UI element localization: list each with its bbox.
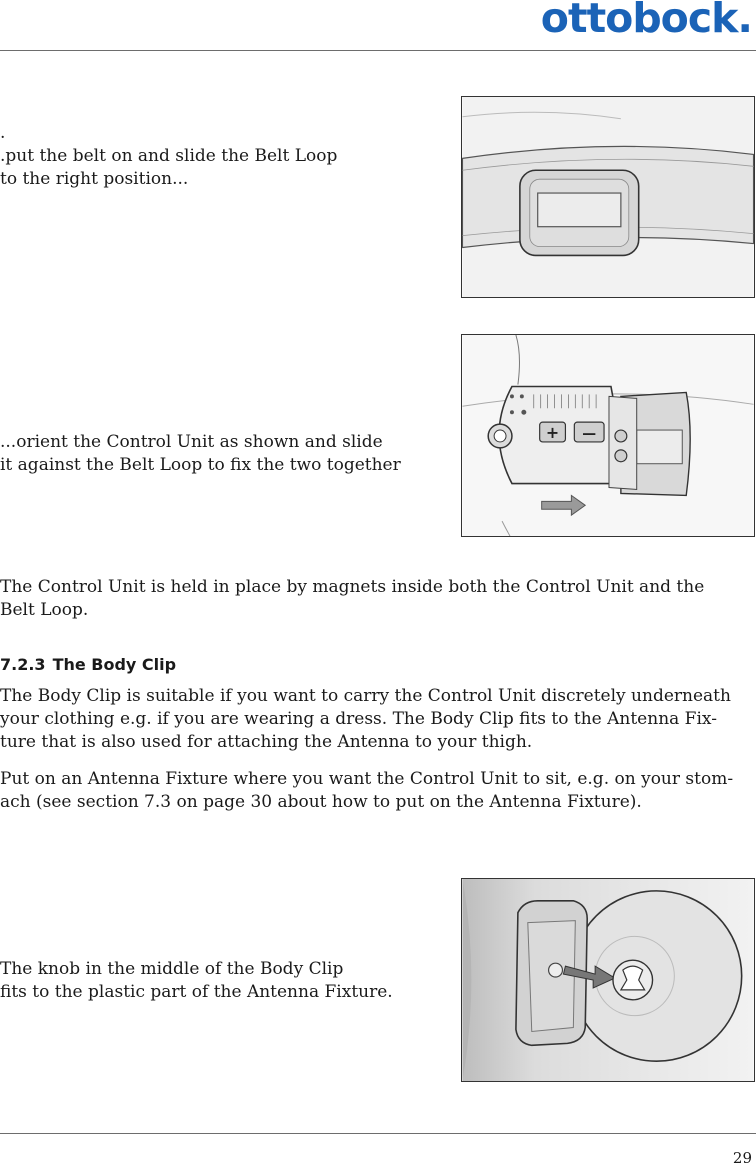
belt-loop-figure bbox=[461, 96, 755, 298]
control-unit-figure bbox=[461, 334, 755, 537]
body-clip-figure bbox=[461, 878, 755, 1082]
belt-loop-icon bbox=[462, 97, 754, 297]
body-clip-line: your clothing e.g. if you are wearing a dress. The Body Clip fits to the Antenna Fix- bbox=[0, 709, 717, 729]
antenna-paragraph bbox=[0, 768, 733, 814]
body-clip-line: ture that is also used for attaching the Antenna to your thigh. bbox=[0, 732, 533, 752]
body-clip-icon bbox=[462, 879, 754, 1081]
ottobock-logo: ottobock. bbox=[540, 0, 752, 42]
step-1-text bbox=[0, 122, 337, 191]
section-title: The Body Clip bbox=[52, 655, 177, 674]
minus-label: — bbox=[582, 425, 597, 442]
body-clip-line: The Body Clip is suitable if you want to carry the Control Unit discretely underneath bbox=[0, 686, 731, 706]
magnets-line: Belt Loop. bbox=[0, 600, 89, 620]
step-1-line: . bbox=[0, 123, 6, 143]
knob-paragraph bbox=[0, 958, 393, 1004]
step-2-line: ...orient the Control Unit as shown and slide bbox=[0, 432, 383, 452]
antenna-line: ach (see section 7.3 on page 30 about how to put on the Antenna Fixture). bbox=[0, 792, 642, 812]
footer-rule bbox=[0, 1133, 756, 1134]
body-clip-paragraph bbox=[0, 685, 731, 754]
section-number: 7.2.3 bbox=[0, 655, 46, 674]
page-number: 29 bbox=[732, 1149, 752, 1167]
magnets-line: The Control Unit is held in place by magnets inside both the Control Unit and the bbox=[0, 577, 705, 597]
step-2-line: it against the Belt Loop to fix the two together bbox=[0, 455, 401, 475]
step-1-line: to the right position... bbox=[0, 169, 189, 189]
knob-line: The knob in the middle of the Body Clip bbox=[0, 959, 344, 979]
knob-line: fits to the plastic part of the Antenna Fixture. bbox=[0, 982, 393, 1002]
step-1-line: .put the belt on and slide the Belt Loop bbox=[0, 146, 338, 166]
header-rule bbox=[0, 50, 756, 51]
step-2-text bbox=[0, 431, 401, 477]
section-heading bbox=[0, 655, 176, 675]
magnets-paragraph bbox=[0, 576, 704, 622]
plus-label: + bbox=[545, 422, 560, 442]
antenna-line: Put on an Antenna Fixture where you want the Control Unit to sit, e.g. on your stom- bbox=[0, 769, 734, 789]
control-unit-icon bbox=[462, 335, 754, 536]
